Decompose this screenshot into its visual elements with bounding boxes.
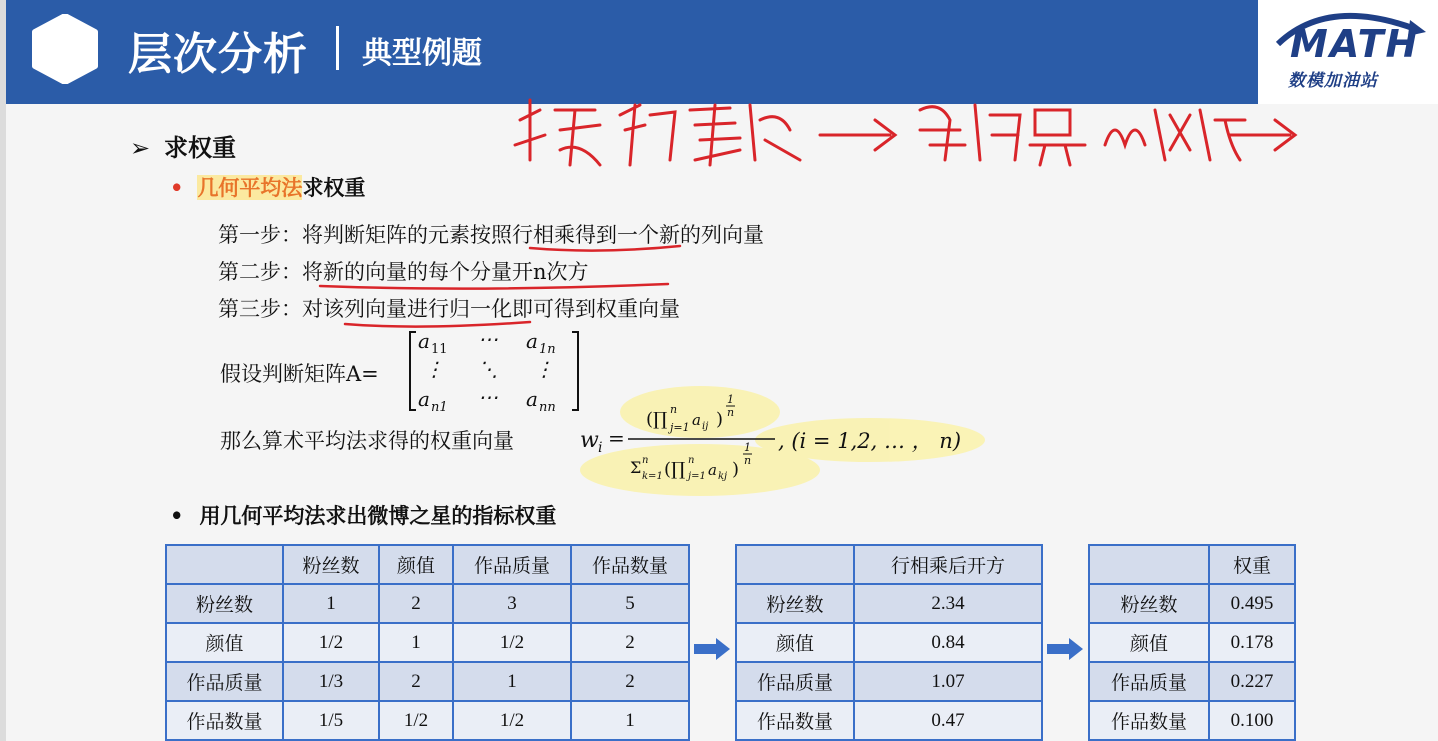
svg-text:n1: n1 xyxy=(431,400,448,412)
step-3: 第三步：对该列向量进行归一化即可得到权重向量 xyxy=(218,297,680,321)
table-cell: 1/3 xyxy=(283,662,379,701)
svg-text:a: a xyxy=(692,411,701,429)
svg-text:⋱: ⋱ xyxy=(478,357,498,381)
row-label: 作品质量 xyxy=(166,662,283,701)
table-cell: 0.100 xyxy=(1209,701,1295,740)
bullet-dot-icon: • xyxy=(170,175,184,200)
table-row xyxy=(166,701,689,740)
table-row xyxy=(166,623,689,662)
svg-text:kj: kj xyxy=(718,471,728,482)
svg-text:w: w xyxy=(580,428,599,453)
table-cell: 1/2 xyxy=(283,623,379,662)
row-label: 粉丝数 xyxy=(1089,584,1209,623)
step-1: 第一步：将判断矩阵的元素按照行相乘得到一个新的列向量 xyxy=(218,223,764,247)
svg-text:ij: ij xyxy=(702,421,709,432)
table-row xyxy=(736,701,1042,740)
matrix-label: 假设判断矩阵A= xyxy=(220,362,379,386)
table-cell: 2 xyxy=(379,584,453,623)
table-row xyxy=(1089,584,1295,623)
row-label: 颜值 xyxy=(1089,623,1209,662)
table-cell: 1/2 xyxy=(453,701,571,740)
logo-text: MATH xyxy=(1290,22,1420,66)
table-cell: 2 xyxy=(571,623,689,662)
svg-text:1: 1 xyxy=(744,441,751,454)
table-cell: 0.227 xyxy=(1209,662,1295,701)
table-header-cell xyxy=(1089,545,1209,584)
right-arrow-icon xyxy=(1047,638,1083,660)
table-cell: 1 xyxy=(379,623,453,662)
table-header-cell: 作品数量 xyxy=(571,545,689,584)
svg-text:⋮: ⋮ xyxy=(534,357,554,381)
svg-text:a: a xyxy=(526,387,538,411)
svg-text:j=1: j=1 xyxy=(670,421,690,434)
row-label: 颜值 xyxy=(166,623,283,662)
row-label: 作品数量 xyxy=(166,701,283,740)
step-2: 第二步：将新的向量的每个分量开n次方 xyxy=(218,260,589,284)
svg-text:⋮: ⋮ xyxy=(424,357,444,381)
table-cell: 1/2 xyxy=(379,701,453,740)
svg-text:11: 11 xyxy=(431,342,448,357)
table-cell: 1 xyxy=(453,662,571,701)
svg-text:): ) xyxy=(716,409,724,430)
svg-text:n: n xyxy=(744,454,752,467)
table-cell: 1 xyxy=(571,701,689,740)
table-cell: 3 xyxy=(453,584,571,623)
svg-text:Σ: Σ xyxy=(630,458,642,477)
row-label: 作品数量 xyxy=(1089,701,1209,740)
table-cell: 1 xyxy=(283,584,379,623)
svg-text:⋯: ⋯ xyxy=(478,385,498,409)
table-cell: 0.495 xyxy=(1209,584,1295,623)
row-label: 粉丝数 xyxy=(736,584,854,623)
table-header-cell: 粉丝数 xyxy=(283,545,379,584)
logo-subtext: 数模加油站 xyxy=(1288,71,1378,91)
right-arrow-icon xyxy=(694,638,730,660)
svg-text:=: = xyxy=(608,426,625,450)
row-label: 颜值 xyxy=(736,623,854,662)
table-cell: 0.178 xyxy=(1209,623,1295,662)
svg-text:⋯: ⋯ xyxy=(478,328,498,351)
bullet-example xyxy=(170,500,556,530)
table-header-cell: 作品质量 xyxy=(453,545,571,584)
svg-text:n: n xyxy=(727,406,735,419)
svg-text:k=1: k=1 xyxy=(642,471,663,482)
table-row xyxy=(736,584,1042,623)
svg-text:a: a xyxy=(526,329,538,353)
table-cell: 1.07 xyxy=(854,662,1042,701)
row-label: 粉丝数 xyxy=(166,584,283,623)
table-cell: 2.34 xyxy=(854,584,1042,623)
table-header-cell xyxy=(166,545,283,584)
table-cell: 5 xyxy=(571,584,689,623)
svg-text:1n: 1n xyxy=(539,342,556,357)
table-header-row xyxy=(1089,545,1295,584)
table-header-cell: 行相乘后开方 xyxy=(854,545,1042,584)
table-row xyxy=(736,662,1042,701)
svg-text:a: a xyxy=(418,329,430,353)
table-header-cell: 权重 xyxy=(1209,545,1295,584)
svg-text:1: 1 xyxy=(727,393,734,406)
table-cell: 1/2 xyxy=(453,623,571,662)
table-row xyxy=(166,584,689,623)
row-label: 作品数量 xyxy=(736,701,854,740)
table-row xyxy=(166,662,689,701)
table-row xyxy=(736,623,1042,662)
svg-text:nn: nn xyxy=(539,400,556,412)
formula-tail: , (i = 1,2, … ， n) xyxy=(778,429,962,453)
svg-text:a: a xyxy=(418,387,430,411)
table-row xyxy=(1089,701,1295,740)
table-header-cell: 颜值 xyxy=(379,545,453,584)
arrow-bullet-icon: ➢ xyxy=(130,134,151,162)
row-product-table xyxy=(735,544,1043,741)
method-rest: 求权重 xyxy=(302,175,366,200)
weight-table xyxy=(1088,544,1296,741)
svg-text:i: i xyxy=(598,440,603,456)
bullet-dot-icon: • xyxy=(170,503,184,528)
table-cell: 2 xyxy=(379,662,453,701)
table-cell: 1/5 xyxy=(283,701,379,740)
row-label: 作品质量 xyxy=(1089,662,1209,701)
svg-text:n: n xyxy=(670,403,678,416)
svg-text:(∏: (∏ xyxy=(646,409,668,430)
table-row xyxy=(1089,623,1295,662)
svg-text:(∏: (∏ xyxy=(664,459,686,480)
table-cell: 0.84 xyxy=(854,623,1042,662)
table-cell: 2 xyxy=(571,662,689,701)
table-cell: 0.47 xyxy=(854,701,1042,740)
example-text: 用几何平均法求出微博之星的指标权重 xyxy=(199,503,557,528)
table-header-cell xyxy=(736,545,854,584)
weight-label: 那么算术平均法求得的权重向量 xyxy=(220,429,514,453)
svg-text:n: n xyxy=(642,455,649,466)
weight-formula xyxy=(218,385,998,495)
method-highlight: 几何平均法 xyxy=(197,175,303,200)
page-title: 层次分析 xyxy=(128,29,308,80)
svg-text:): ) xyxy=(732,459,740,480)
judgment-matrix-table xyxy=(165,544,690,741)
page-subtitle: 典型例题 xyxy=(362,36,482,71)
row-label: 作品质量 xyxy=(736,662,854,701)
section-title: 求权重 xyxy=(164,134,236,162)
table-header-row xyxy=(166,545,689,584)
table-row xyxy=(1089,662,1295,701)
svg-text:a: a xyxy=(708,461,717,479)
svg-text:n: n xyxy=(688,455,695,466)
table-header-row xyxy=(736,545,1042,584)
svg-text:j=1: j=1 xyxy=(688,471,706,482)
